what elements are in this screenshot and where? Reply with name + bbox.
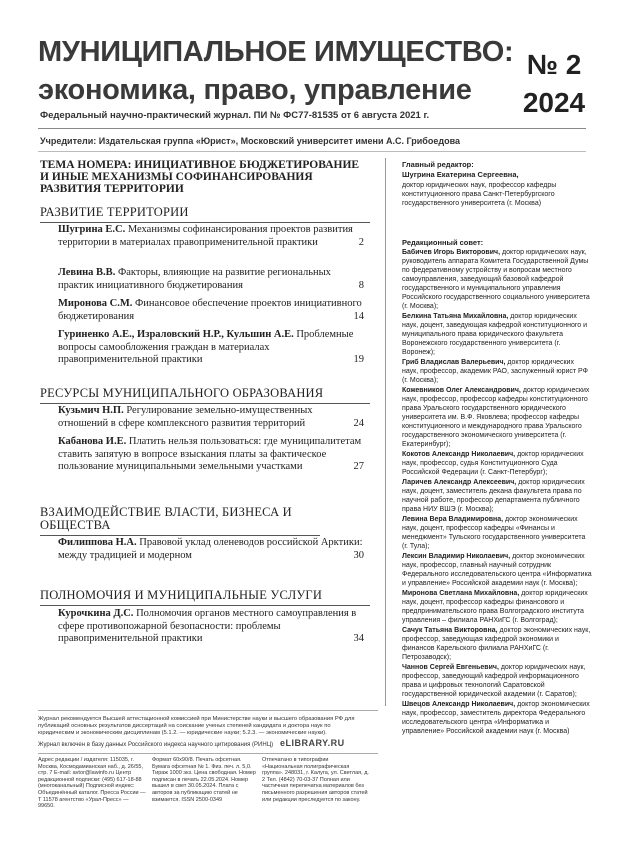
toc-author: Кабанова И.Е. <box>58 436 127 447</box>
board-member: Гриб Владислав Валерьевич, доктор юридических наук, профессор, академик РАО, заслуженный юрист РФ (г. Москва); <box>402 359 588 384</box>
toc-page: 30 <box>353 549 364 561</box>
footer-divider-2 <box>38 753 378 754</box>
toc-page: 14 <box>353 310 364 322</box>
board-member: Чаннов Сергей Евгеньевич, доктор юридических наук, профессор, заведующий кафедрой информационного права и цифровых технологий Саратовской государственной юридической академии (г. Саратов); <box>402 664 586 698</box>
board-member: Сачук Татьяна Викторовна, доктор экономических наук, профессор, заведующая кафедрой экономики и финансов Карельского филиала РАНХиГС (г. Петрозаводск); <box>402 627 591 661</box>
section-title-resources: РЕСУРСЫ МУНИЦИПАЛЬНОГО ОБРАЗОВАНИЯ <box>40 387 370 404</box>
toc-entry[interactable] <box>58 405 364 430</box>
vak-notice: Журнал рекомендуется Высшей аттестационной комиссией при Министерстве науки и высшего образования РФ для публикаций основных результатов диссертаций на соискание ученых степеней кандидата и доктора наук по юридическим и экономическим дисциплинам (5.1.2. — юридические науки; 5.2.3. — экономические науки). <box>38 716 355 736</box>
board-member: Лексин Владимир Николаевич, доктор экономических наук, профессор, главный научный сотрудник Федерального исследовательского центра «Информатика и управление» Российской академии наук (г. Москва); <box>402 553 592 587</box>
toc-entry[interactable] <box>58 436 364 474</box>
toc-entry[interactable] <box>58 329 364 367</box>
founders-line: Учредители: Издательская группа «Юрист», Московский университет имени А.С. Грибоедова <box>40 136 460 146</box>
footer-divider <box>38 710 378 711</box>
editorial-board-list <box>402 248 592 736</box>
chief-editor-name: Шугрина Екатерина Сергеевна, <box>402 170 519 179</box>
toc-page: 8 <box>358 279 364 291</box>
elibrary-logo: eLIBRARY.RU <box>280 738 345 748</box>
toc-author: Шугрина Е.С. <box>58 224 126 235</box>
journal-subtitle: Федеральный научно-практический журнал. ПИ № ФС77-81535 от 6 августа 2021 г. <box>40 110 430 121</box>
toc-author: Левина В.В. <box>58 267 116 278</box>
board-member: Кокотов Александр Николаевич, доктор юридических наук, профессор, судья Конституционного Суда Российской Федерации (г. Санкт-Петербург); <box>402 451 584 476</box>
board-member: Бабичев Игорь Викторович, доктор юридических наук, руководитель аппарата Комитета Государственной Думы по федеративному устройству и вопросам местного самоуправления, заведующий базовой кафедрой государственного и муниципального управления Российского государственного социального университета (г. Москва); <box>402 249 590 310</box>
toc-title: Механизмы софинансирования проектов развития территории в материалах правоприменительной практики <box>58 224 353 248</box>
board-member: Белкина Татьяна Михайловна, доктор юридических наук, доцент, заведующая кафедрой конституционного и муниципального права юридического факультета Воронежского государственного университета (г. Воронеж); <box>402 313 588 356</box>
toc-page: 24 <box>353 417 364 429</box>
issue-number: № 2 <box>526 49 582 80</box>
toc-entry[interactable] <box>58 298 364 323</box>
section-title-interaction: ВЗАИМОДЕЙСТВИЕ ВЛАСТИ, БИЗНЕСА И ОБЩЕСТВА <box>40 506 320 536</box>
toc-title: Платить нельзя пользоваться: где муниципалитетам ставить запятую в вопросе взыскания платы за фактическое пользование муниципальными земельными участками <box>58 436 362 472</box>
toc-author: Кузьмич Н.П. <box>58 405 124 416</box>
board-member: Миронова Светлана Михайловна, доктор юридических наук, доцент, профессор кафедры финансового и предпринимательского права Волгоградского института управления – филиала РАНХиГС (г. Волгоград); <box>402 590 588 624</box>
journal-title-line2: экономика, право, управление <box>38 74 472 106</box>
toc-title: Регулирование земельно-имущественных отношений в сфере комплексного развития территорий <box>58 405 313 429</box>
toc-entry[interactable] <box>58 537 364 562</box>
header-divider <box>38 128 586 129</box>
board-member: Ларичев Александр Алексеевич, доктор юридических наук, доцент, заместитель декана факультета права по научной работе, профессор департамента публичного права НИУ ВШЭ (г. Москва); <box>402 479 585 513</box>
board-label: Редакционный совет: <box>402 238 484 247</box>
imprint-address: Адрес редакции / издателя: 115035, г. Москва, Космодамианская наб., д. 26/55, стр. 7 E-mail: avtor@lawinfo.ru Центр редакционной подписки: (495) 617-18-88 (многоканальный) Подписной индекс: Объединённый каталог. Пресса России — Т 11578 агентство «Урал-Пресс» — 99650. <box>38 757 146 810</box>
board-member: Швецов Александр Николаевич, доктор экономических наук, профессор, заместитель директора Федерального исследовательского центра «Информатика и управление» Российской академии наук (г. Москва) <box>402 701 590 735</box>
toc-title: Факторы, влияющие на развитие региональных практик инициативного бюджетирования <box>58 267 331 291</box>
chief-editor-desc: доктор юридических наук, профессор кафедры конституционного права Санкт-Петербургского государственного университета (г. Москва) <box>402 182 557 207</box>
issue-theme: ТЕМА НОМЕРА: ИНИЦИАТИВНОЕ БЮДЖЕТИРОВАНИЕ И ИНЫЕ МЕХАНИЗМЫ СОФИНАНСИРОВАНИЯ РАЗВИТИЯ ТЕРРИТОРИИ <box>40 159 360 195</box>
toc-entry[interactable] <box>58 267 364 292</box>
board-member: Левина Вера Владимировна, доктор экономических наук, доцент, профессор кафедры «Финансы и менеджмент» Тульского государственного университета (г. Тула); <box>402 516 586 550</box>
toc-title: Правовой уклад оленеводов российской Арктики: между традицией и модерном <box>58 537 363 561</box>
imprint-print-info: Формат 60х90/8. Печать офсетная. Бумага офсетная № 1. Физ. печ. л. 5,0. Тираж 1000 экз. Цена свободная. Номер подписан в печать 22.05.2024. Номер вышел в свет 30.05.2024. Плата с авторов за публикацию статей не взимается. ISSN 2500-0349 <box>152 757 256 803</box>
issue-year: 2024 <box>522 87 586 118</box>
toc-page: 34 <box>353 633 364 644</box>
toc-author: Гуриненко А.Е., Израловский Н.Р., Кульшин А.Е. <box>58 329 294 340</box>
toc-author: Филиппова Н.А. <box>58 537 137 548</box>
founders-divider <box>38 151 586 152</box>
toc-page: 19 <box>353 354 364 365</box>
chief-editor-label: Главный редактор: <box>402 160 474 169</box>
toc-title: Финансовое обеспечение проектов инициативного бюджетирования <box>58 298 362 322</box>
toc-author: Курочкина Д.С. <box>58 608 134 619</box>
toc-title: Проблемные вопросы самообложения граждан в материалах правоприменительной практики <box>58 329 354 365</box>
board-member: Кожевников Олег Александрович, доктор юридических наук, профессор, профессор кафедры конституционного права Уральского государственного юридического университета им. В.Ф. Яковлева; профессор кафедры конституционного и международного права Уральского государственного экономического университета (г. Екатеринбург); <box>402 387 590 448</box>
rinc-notice: Журнал включен в базу данных Российского индекса научного цитирования (РИНЦ) <box>38 742 274 748</box>
toc-author: Миронова С.М. <box>58 298 133 309</box>
journal-title-line1: МУНИЦИПАЛЬНОЕ ИМУЩЕСТВО: <box>38 36 514 68</box>
section-title-territory: РАЗВИТИЕ ТЕРРИТОРИИ <box>40 206 370 223</box>
section-title-powers: ПОЛНОМОЧИЯ И МУНИЦИПАЛЬНЫЕ УСЛУГИ <box>40 589 370 606</box>
toc-page: 27 <box>353 461 364 472</box>
toc-entry[interactable] <box>58 224 364 249</box>
toc-page: 2 <box>358 236 364 248</box>
toc-title: Полномочия органов местного самоуправления в сфере противопожарной безопасности: проблемы правоприменительной практики <box>58 608 357 644</box>
column-divider <box>385 158 386 706</box>
imprint-printing-house: Отпечатано в типографии «Национальная полиграфическая группа». 248031, г. Калуга, ул. Светлая, д. 2 Тел. (4842) 70-03-37 Полная или частичная перепечатка материалов без письменного разрешения авторов статей или редакции преследуется по закону. <box>262 757 369 803</box>
toc-entry[interactable] <box>58 608 364 646</box>
